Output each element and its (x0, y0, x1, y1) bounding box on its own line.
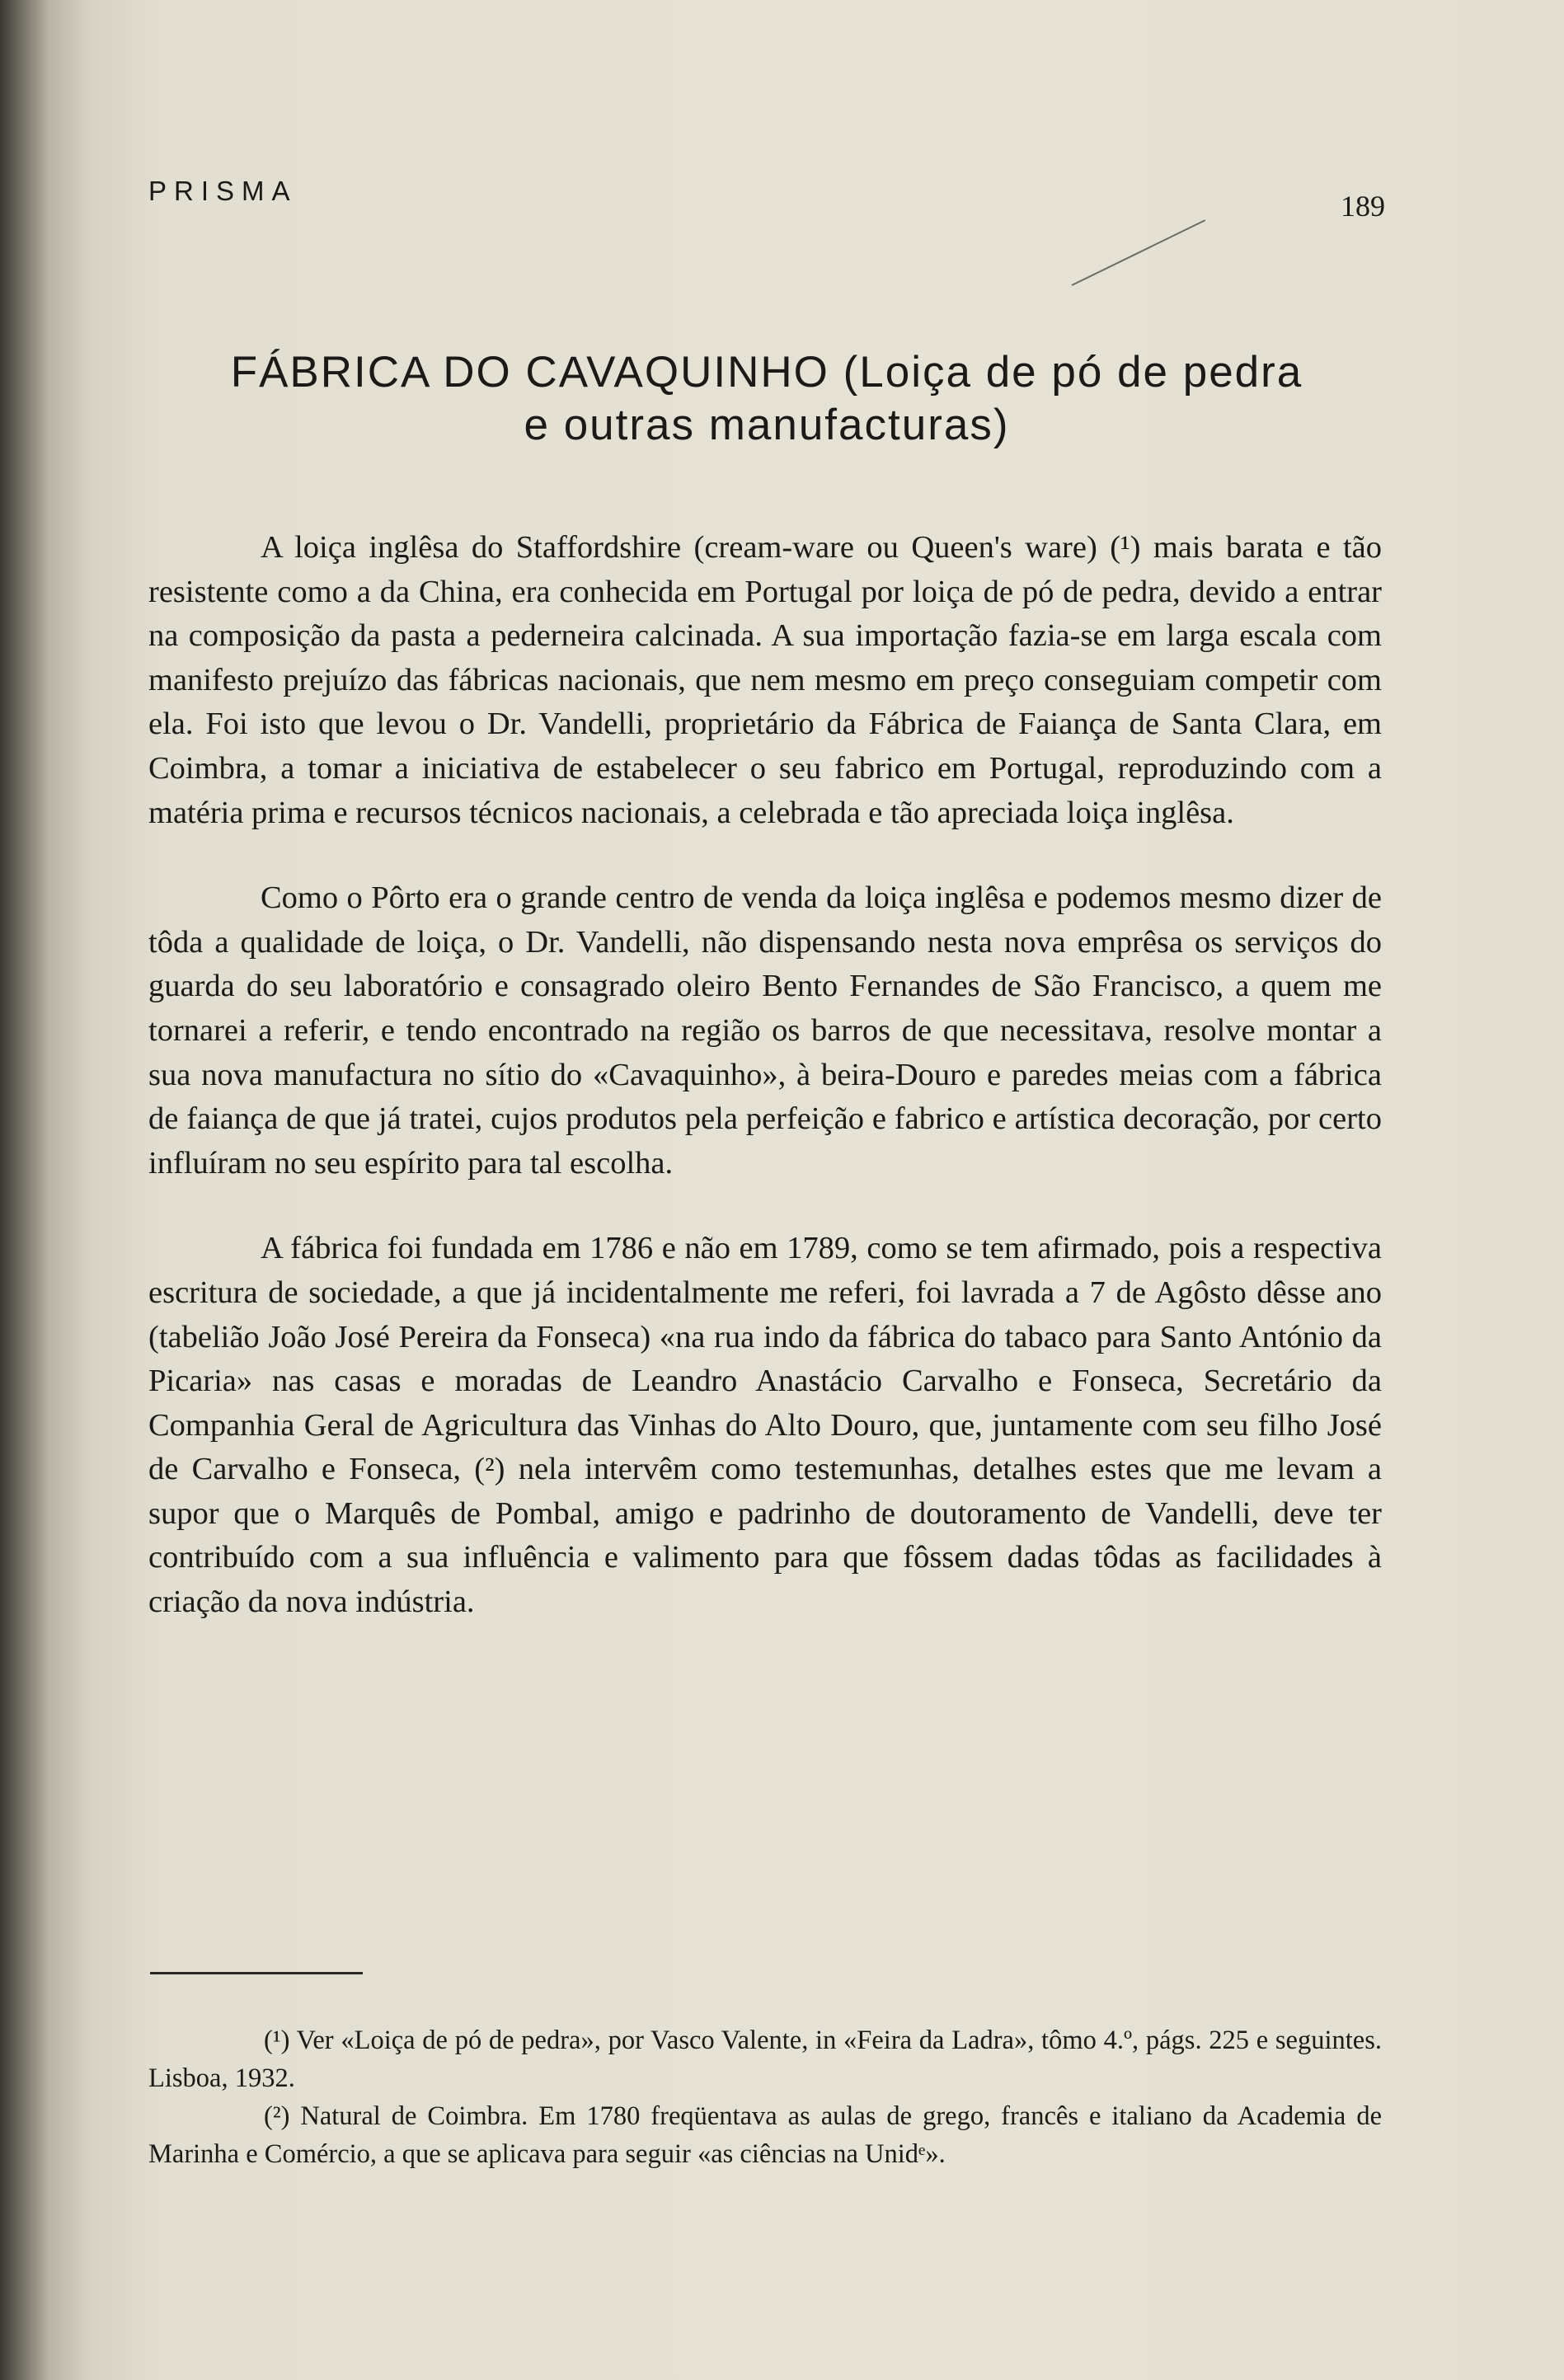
footnote-divider (150, 1972, 363, 1974)
footnote-2: (²) Natural de Coimbra. Em 1780 freqüentava as aulas de grego, francês e italiano da Academia de Marinha e Comércio, a que se aplicava para seguir «as ciências na Unidᵉ». (148, 2101, 1382, 2169)
footnotes (148, 2021, 1382, 2173)
paragraph-2: Como o Pôrto era o grande centro de venda da loiça inglêsa e podemos mesmo dizer de tôda a qualidade de loiça, o Dr. Vandelli, não dispensando nesta nova emprêsa os serviços do guarda do seu laboratório e consagrado oleiro Bento Fernandes de São Francisco, a quem me tornarei a referir, e tendo encontrado na região os barros de que necessitava, resolve montar a sua nova manufactura no sítio do «Cavaquinho», à beira-Douro e paredes meias com a fábrica de faiança de que já tratei, cujos produtos pela perfeição e fabrico e artística decoração, por certo influíram no seu espírito para tal escolha. (148, 880, 1382, 1181)
title-line-1: FÁBRICA DO CAVAQUINHO (Loiça de pó de pedra (230, 348, 1303, 397)
paragraph-1: A loiça inglêsa do Staffordshire (cream-ware ou Queen's ware) (¹) mais barata e tão resistente como a da China, era conhecida em Portugal por loiça de pó de pedra, devido a entrar na composição da pasta a pederneira calcinada. A sua importação fazia-se em larga escala com manifesto prejuízo das fábricas nacionais, que nem mesmo em preço conseguiam competir com ela. Foi isto que levou o Dr. Vandelli, proprietário da Fábrica de Faiança de Santa Clara, em Coimbra, a tomar a iniciativa de estabelecer o seu fabrico em Portugal, reproduzindo com a matéria prima e recursos técnicos nacionais, a celebrada e tão apreciada loiça inglêsa. (148, 530, 1382, 830)
title-line-2: e outras manufacturas) (524, 401, 1010, 449)
paragraph-3: A fábrica foi fundada em 1786 e não em 1789, como se tem afirmado, pois a respectiva escritura de sociedade, a que já incidentalmente me referi, foi lavrada a 7 de Agôsto dêsse ano (tabelião João José Pereira da Fonseca) «na rua indo da fábrica do tabaco para Santo António da Picaria» nas casas e moradas de Leandro Anastácio Carvalho e Fonseca, Secretário da Companhia Geral de Agricultura das Vinhas do Alto Douro, que, juntamente com seu filho José de Carvalho e Fonseca, (²) nela intervêm como testemunhas, detalhes estes que me levam a supor que o Marquês de Pombal, amigo e padrinho de doutoramento de Vandelli, deve ter contribuído com a sua influência e valimento para que fôssem dadas tôdas as facilidades à criação da nova indústria. (148, 1231, 1382, 1620)
page-number: 189 (1341, 190, 1385, 223)
page-header (148, 176, 1385, 223)
article-body (148, 526, 1382, 1666)
pencil-mark (1072, 219, 1206, 286)
running-head: PRISMA (148, 176, 298, 206)
article-title (148, 346, 1385, 452)
footnote-1: (¹) Ver «Loiça de pó de pedra», por Vasco Valente, in «Feira da Ladra», tômo 4.º, págs. 225 e seguintes. Lisboa, 1932. (148, 2026, 1382, 2093)
